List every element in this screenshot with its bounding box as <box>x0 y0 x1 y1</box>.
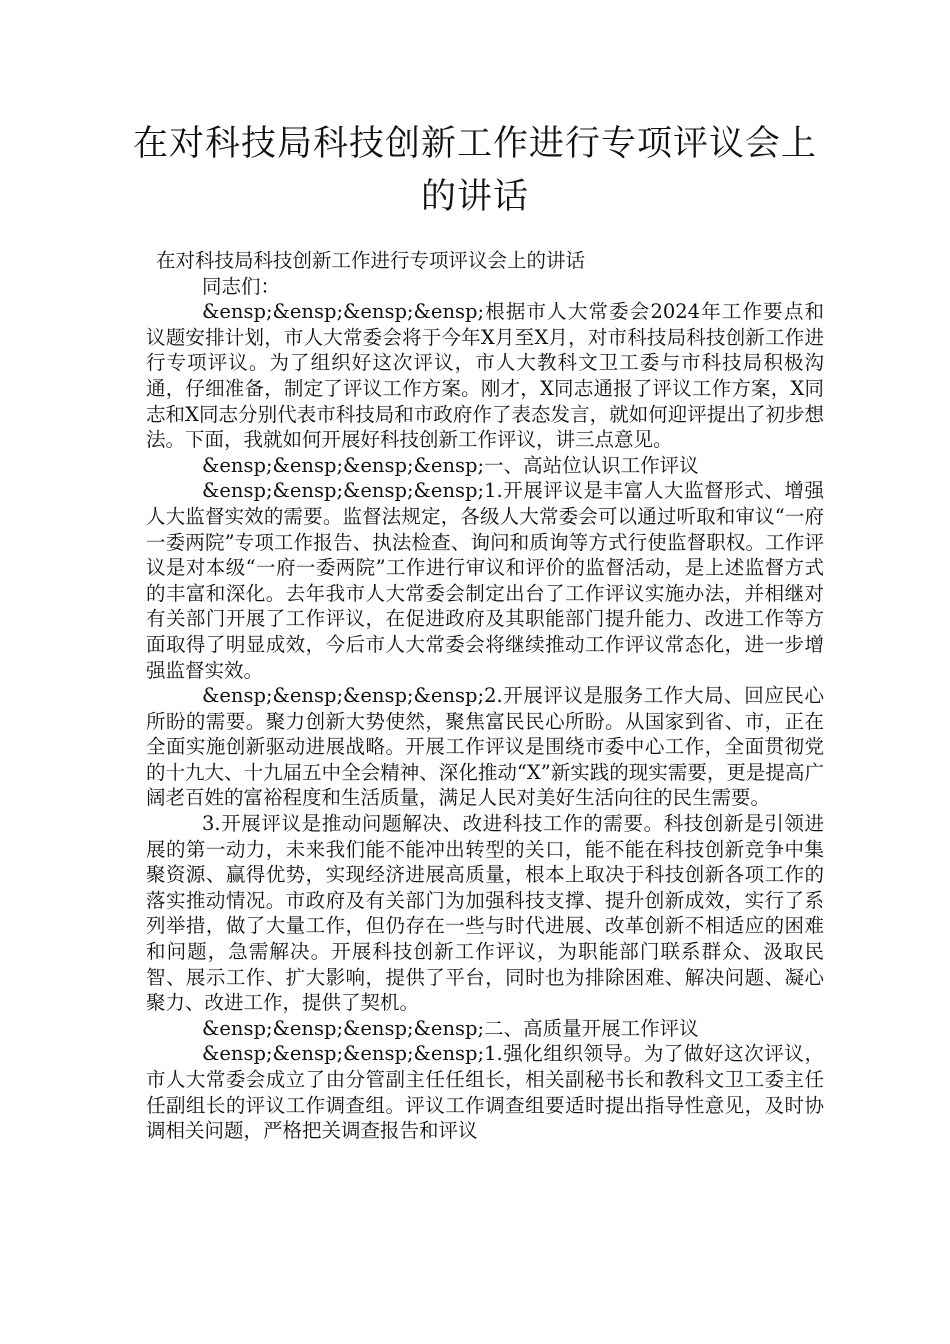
paragraph: &ensp;&ensp;&ensp;&ensp;1.开展评议是丰富人大监督形式、增强人大监督实效的需要。监督法规定，各级人大常委会可以通过听取和审议“一府一委两院”专项工作报告、执法检查、询问和质询等方式行使监督职权。工作评议是对本级“一府一委两院”工作进行审议和评价的监督活动，是上述监督方式的丰富和深化。去年我市人大常委会制定出台了工作评议实施办法，并相继对有关部门开展了工作评议，在促进政府及其职能部门提升能力、改进工作等方面取得了明显成效，今后市人大常委会将继续推动工作评议常态化，进一步增强监督实效。 <box>146 479 824 682</box>
paragraph: &ensp;&ensp;&ensp;&ensp;1.强化组织领导。为了做好这次评议，市人大常委会成立了由分管副主任任组长，相关副秘书长和教科文卫工委主任任副组长的评议工作调查组。评议工作调查组要适时提出指导性意见，及时协调相关问题，严格把关调查报告和评议 <box>146 1042 824 1143</box>
document-body <box>146 248 824 1144</box>
paragraph: &ensp;&ensp;&ensp;&ensp;2.开展评议是服务工作大局、回应民心所盼的需要。聚力创新大势使然，聚焦富民民心所盼。从国家到省、市，正在全面实施创新驱动进展战略。开展工作评议是围绕市委中心工作，全面贯彻党的十九大、十九届五中全会精神、深化推动“X”新实践的现实需要，更是提高广阔老百姓的富裕程度和生活质量，满足人民对美好生活向往的民生需要。 <box>146 684 824 810</box>
section-heading: &ensp;&ensp;&ensp;&ensp;一、高站位认识工作评议 <box>202 453 699 477</box>
paragraph: 3.开展评议是推动问题解决、改进科技工作的需要。科技创新是引领进展的第一动力，未来我们能不能冲出转型的关口，能不能在科技创新竞争中集聚资源、赢得优势，实现经济进展高质量，根本上取决于科技创新各项工作的落实推动情况。市政府及有关部门为加强科技支撑、提升创新成效，实行了系列举措，做了大量工作，但仍存在一些与时代进展、改革创新不相适应的困难和问题，急需解决。开展科技创新工作评议，为职能部门联系群众、汲取民智、展示工作、扩大影响，提供了平台，同时也为排除困难、解决问题、凝心聚力、改进工作，提供了契机。 <box>146 812 824 1015</box>
salutation: 同志们： <box>202 274 281 298</box>
document-title: 在对科技局科技创新工作进行专项评议会上的讲话 <box>132 124 817 217</box>
document-subtitle: 在对科技局科技创新工作进行专项评议会上的讲话 <box>156 249 586 272</box>
section-heading: &ensp;&ensp;&ensp;&ensp;二、高质量开展工作评议 <box>202 1016 699 1040</box>
paragraph: &ensp;&ensp;&ensp;&ensp;根据市人大常委会2024年工作要点和议题安排计划，市人大常委会将于今年X月至X月，对市科技局科技创新工作进行专项评议。为了组织好这次评议，市人大教科文卫工委与市科技局积极沟通，仔细准备，制定了评议工作方案。刚才，X同志通报了评议工作方案，X同志和X同志分别代表市科技局和市政府作了表态发言，就如何迎评提出了初步想法。下面，我就如何开展好科技创新工作评议，讲三点意见。 <box>146 300 824 452</box>
